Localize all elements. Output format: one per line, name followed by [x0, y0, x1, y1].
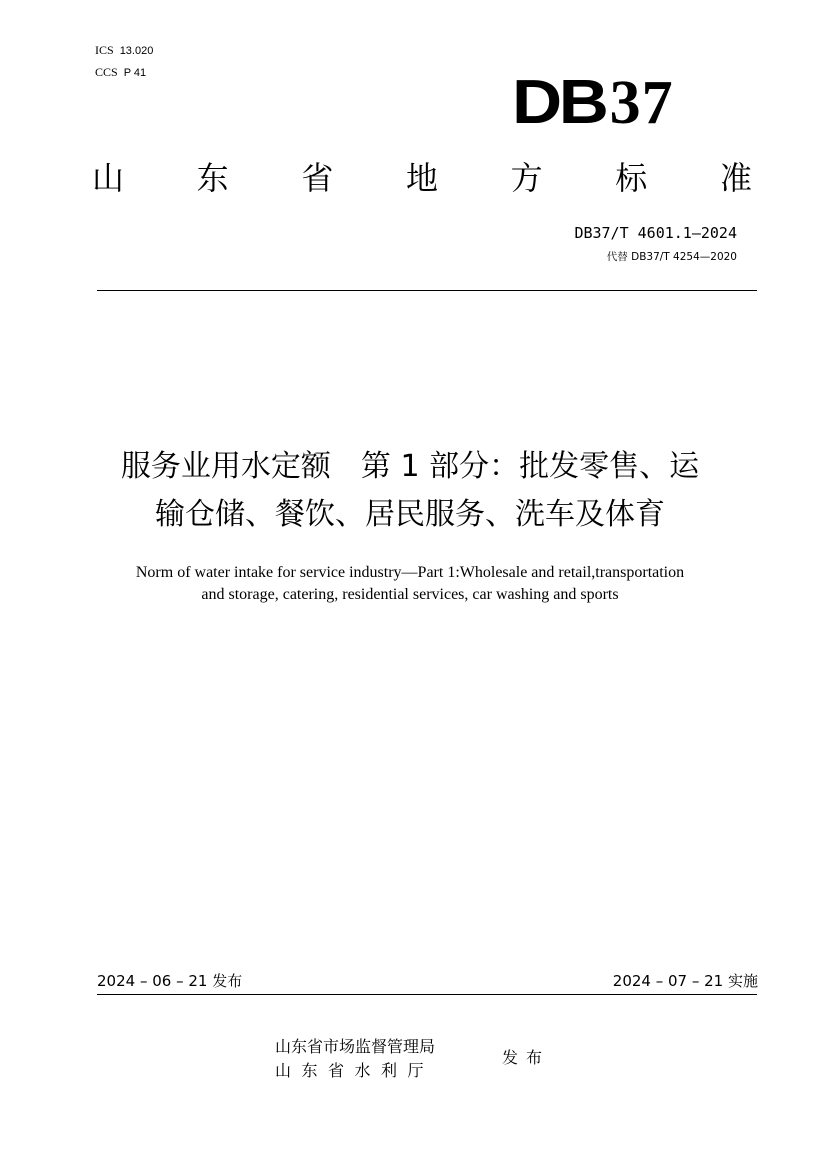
- standard-number: DB37/T 4601.1—2024: [574, 224, 737, 242]
- doc-type-char: 准: [719, 159, 752, 197]
- chinese-title-line: 服务业用水定额 第 1 部分：批发零售、运: [120, 449, 700, 484]
- bottom-divider: [97, 994, 757, 995]
- replaces-standard: 代替 DB37/T 4254—2020: [606, 251, 737, 263]
- ics-label: ICS: [95, 43, 114, 57]
- ics-value: 13.020: [119, 45, 154, 57]
- chinese-title: [60, 443, 760, 539]
- issue-date: 2024 – 06 – 21 发布: [97, 972, 243, 990]
- doc-type-char: 方: [510, 159, 543, 197]
- ccs-code: [95, 62, 153, 84]
- ccs-label: CCS: [95, 65, 118, 79]
- doc-type-char: 山: [92, 159, 125, 197]
- chinese-title-line: 输仓储、餐饮、居民服务、洗车及体育: [155, 497, 665, 532]
- logo-number: 37: [609, 69, 674, 137]
- english-title-line: and storage, catering, residential services, car washing and sports: [201, 586, 619, 603]
- ics-code: [95, 40, 153, 62]
- doc-type-char: 标: [615, 159, 648, 197]
- db37-logo: [512, 68, 674, 137]
- doc-type-char: 地: [405, 159, 438, 197]
- english-title: [60, 562, 760, 606]
- logo-letters: DB: [512, 68, 606, 137]
- english-title-line: Norm of water intake for service industry—Part 1:Wholesale and retail,transportation: [135, 564, 685, 581]
- doc-type-char: 东: [196, 159, 229, 197]
- issuing-authorities: [275, 1035, 435, 1083]
- publish-label: 发布: [502, 1048, 551, 1067]
- issuer-water-resources: 山东省水利厅: [275, 1061, 435, 1080]
- implementation-date: 2024 – 07 – 21 实施: [612, 972, 758, 990]
- ccs-value: P 41: [123, 67, 147, 79]
- issuer-market-regulation: 山东省市场监督管理局: [275, 1037, 436, 1056]
- doc-type-char: 省: [301, 159, 334, 197]
- classification-codes: [95, 40, 153, 84]
- document-type-heading: [92, 158, 752, 198]
- top-divider: [97, 290, 757, 291]
